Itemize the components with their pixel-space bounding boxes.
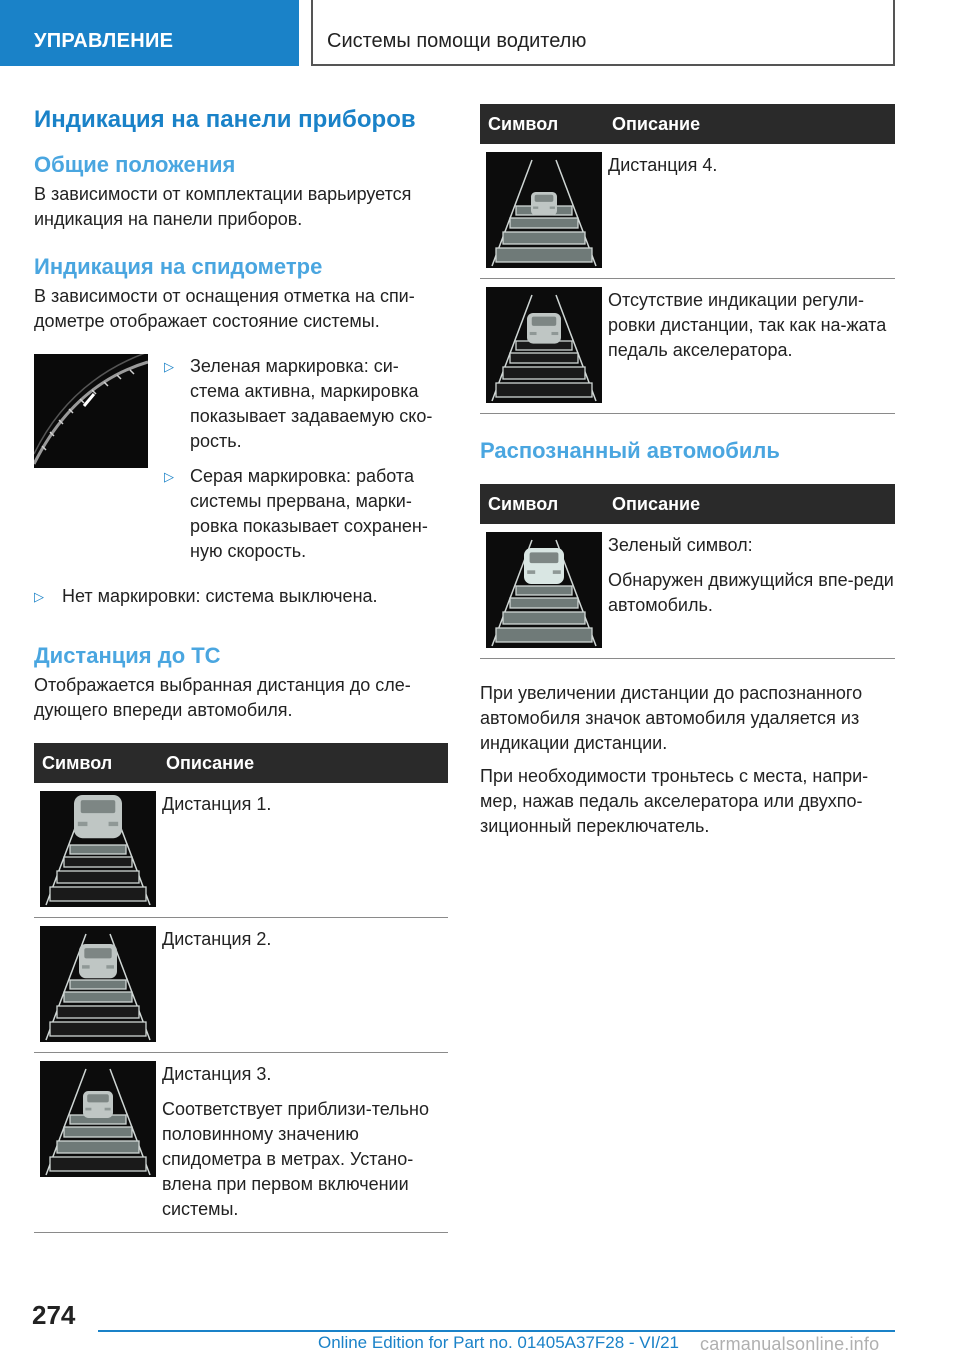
main-heading: Индикация на панели приборов xyxy=(34,106,416,133)
col-symbol-header: Символ xyxy=(480,484,604,524)
distance-table xyxy=(34,743,448,1233)
note-green-marking xyxy=(164,354,448,454)
distance-table-continued xyxy=(480,104,895,414)
general-text: В зависимости от комплектации варьируется индикация на панели приборов. xyxy=(34,184,412,229)
speedometer-heading: Индикация на спидометре xyxy=(34,254,323,279)
note-text: Серая маркировка: работа системы прервана, марки-ровка показывает сохранен-ную скорость. xyxy=(190,466,428,561)
col-symbol-header: Символ xyxy=(34,743,158,783)
distance-2-icon xyxy=(40,926,156,1042)
distance-heading: Дистанция до ТС xyxy=(34,643,221,668)
col-symbol-header: Символ xyxy=(480,104,604,144)
row-description: Дистанция 1. xyxy=(162,794,272,814)
distance-3-icon xyxy=(40,1061,156,1177)
row-description: Дистанция 2. xyxy=(162,929,272,949)
note-text: Зеленая маркировка: си-стема активна, маркировка показывает задаваемую ско-рость. xyxy=(190,356,433,451)
table-row xyxy=(34,1053,448,1233)
speedometer-block xyxy=(34,354,448,574)
watermark: carmanualsonline.info xyxy=(700,1334,880,1354)
table-row xyxy=(34,918,448,1053)
note-text: Нет маркировки: система выключена. xyxy=(62,586,378,606)
recognized-vehicle-heading: Распознанный автомобиль xyxy=(480,438,780,463)
recognized-vehicle-table xyxy=(480,484,895,659)
row-description: Зеленый символ: xyxy=(608,535,753,555)
table-row xyxy=(480,524,895,659)
triangle-bullet-icon: ▷ xyxy=(164,359,174,374)
col-description-header: Описание xyxy=(604,104,895,144)
chapter-title: Системы помощи водителю xyxy=(311,0,895,66)
no-distance-indication-icon xyxy=(486,287,602,403)
row-description: Отсутствие индикации регули-ровки дистанции, так как на-жата педаль акселератора. xyxy=(608,290,887,360)
recognized-para-1: При увеличении дистанции до распознанного автомобиля значок автомобиля удаляется из индикации дистанции. xyxy=(480,683,863,753)
speedometer-image xyxy=(34,354,148,468)
distance-1-icon xyxy=(40,791,156,907)
table-row xyxy=(34,783,448,918)
left-column xyxy=(34,104,448,1253)
row-description-detail: Соответствует приблизи-тельно половинному значению спидометра в метрах. Устано-влена при первом включении системы. xyxy=(162,1099,430,1219)
triangle-bullet-icon: ▷ xyxy=(34,589,44,604)
table-row xyxy=(480,279,895,414)
table-row xyxy=(480,144,895,279)
note-grey-marking xyxy=(164,464,448,564)
speedometer-text: В зависимости от оснащения отметка на спи-дометре отображает состояние системы. xyxy=(34,286,415,331)
col-description-header: Описание xyxy=(604,484,895,524)
recognized-para-2: При необходимости троньтесь с места, напри-мер, нажав педаль акселератора или двухпо-зиционный переключатель. xyxy=(480,766,869,836)
distance-4-icon xyxy=(486,152,602,268)
footer-edition: Online Edition for Part no. 01405A37F28 - VI/21 xyxy=(318,1333,680,1352)
section-tab: УПРАВЛЕНИЕ xyxy=(0,0,299,66)
note-no-marking xyxy=(34,584,448,609)
general-heading: Общие положения xyxy=(34,152,236,177)
col-description-header: Описание xyxy=(158,743,448,783)
right-column xyxy=(480,104,895,859)
row-description: Дистанция 4. xyxy=(608,155,718,175)
row-description: Дистанция 3. xyxy=(162,1064,272,1084)
page-number: 274 xyxy=(32,1300,76,1330)
distance-text: Отображается выбранная дистанция до сле-дующего впереди автомобиля. xyxy=(34,675,411,720)
triangle-bullet-icon: ▷ xyxy=(164,469,174,484)
row-description-detail: Обнаружен движущийся впе-реди автомобиль. xyxy=(608,570,894,615)
footer-rule xyxy=(98,1330,895,1332)
recognized-vehicle-icon xyxy=(486,532,602,648)
